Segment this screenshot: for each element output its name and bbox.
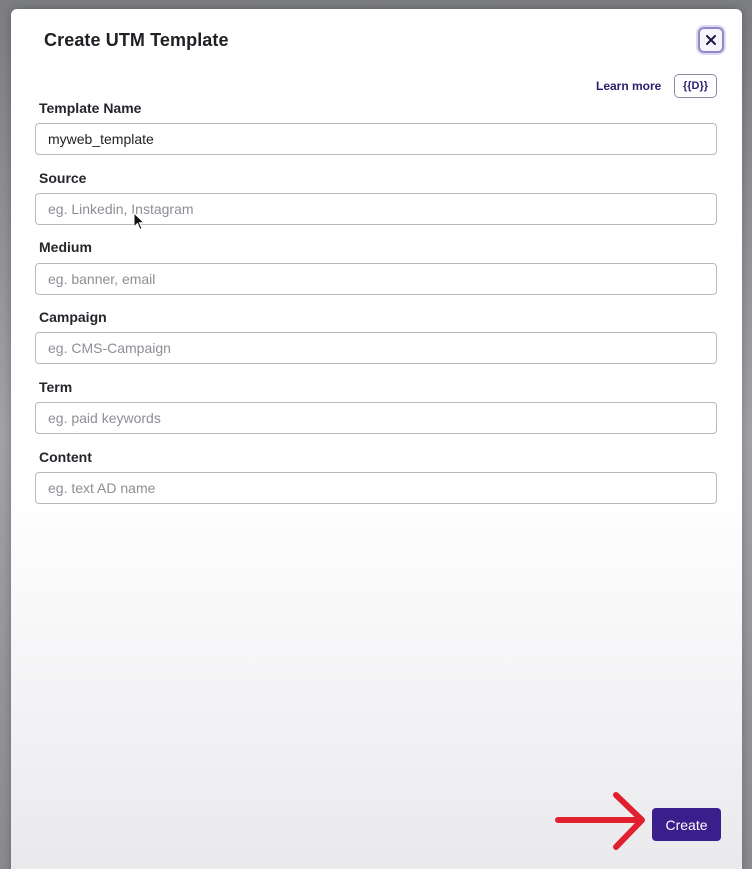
content-input[interactable] bbox=[35, 472, 717, 504]
template-name-label: Template Name bbox=[39, 100, 142, 116]
term-label: Term bbox=[39, 379, 73, 395]
mouse-cursor-icon bbox=[133, 212, 145, 231]
content-label: Content bbox=[39, 449, 92, 465]
campaign-label: Campaign bbox=[39, 309, 107, 325]
red-arrow-icon bbox=[554, 790, 650, 852]
medium-label: Medium bbox=[39, 239, 92, 255]
term-input[interactable] bbox=[35, 402, 717, 434]
campaign-input[interactable] bbox=[35, 332, 717, 364]
create-utm-template-dialog bbox=[11, 9, 742, 869]
create-button[interactable]: Create bbox=[652, 808, 721, 841]
source-label: Source bbox=[39, 170, 87, 186]
close-button[interactable] bbox=[698, 27, 724, 53]
insert-variable-button[interactable]: {{D}} bbox=[674, 74, 717, 98]
dialog-title: Create UTM Template bbox=[44, 30, 229, 50]
learn-more-link[interactable]: Learn more bbox=[596, 79, 662, 93]
template-name-input[interactable] bbox=[35, 123, 717, 155]
close-icon bbox=[706, 35, 716, 45]
medium-input[interactable] bbox=[35, 263, 717, 295]
